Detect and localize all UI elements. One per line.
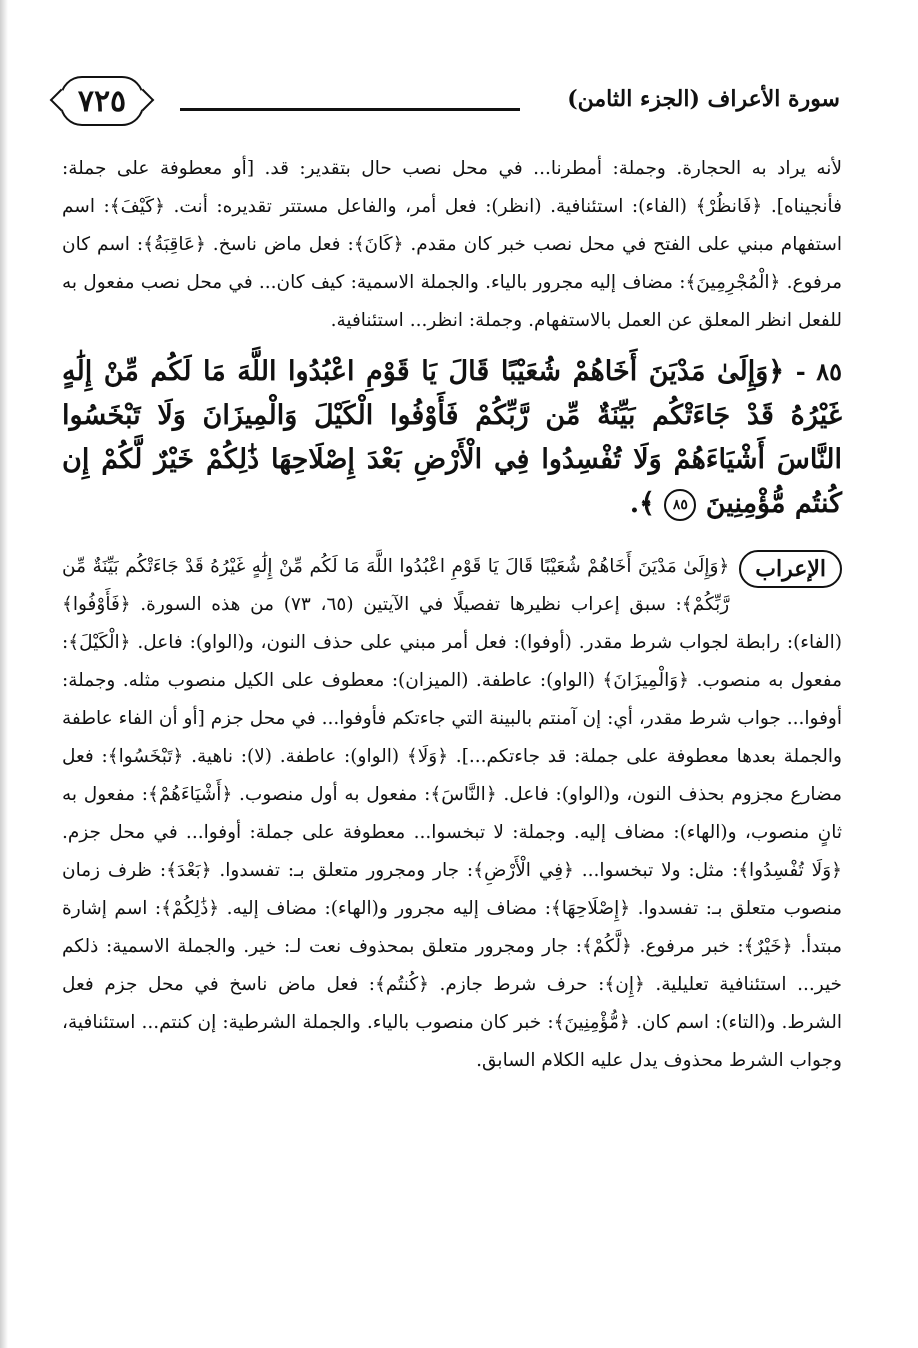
page-number-badge (60, 76, 144, 126)
verse-block (62, 350, 842, 526)
page-content (62, 150, 842, 1080)
verse-number: ٨٥ - (795, 357, 842, 386)
scan-edge-shadow (0, 0, 8, 1348)
verse-text: ﴿وَإِلَىٰ مَدْيَنَ أَخَاهُمْ شُعَيْبًا قَالَ يَا قَوْمِ اعْبُدُوا اللَّهَ مَا لَكُم مِّنْ إِلَٰهٍ غَيْرُهُ قَدْ جَاءَتْكُم بَيِّنَةٌ مِّن رَّبِّكُمْ فَأَوْفُوا الْكَيْلَ وَالْمِيزَانَ وَلَا تَبْخَسُوا النَّاسَ أَشْيَاءَهُمْ وَلَا تُفْسِدُوا فِي الْأَرْضِ بَعْدَ إِصْلَاحِهَا ذَٰلِكُمْ خَيْرٌ لَّكُمْ إِن كُنتُم مُّؤْمِنِينَ (62, 356, 842, 519)
intro-paragraph: لأنه يراد به الحجارة. وجملة: أمطرنا... في محل نصب حال بتقدير: قد. [أو معطوفة على جملة: فأنجيناه]. ﴿فَانظُرْ﴾ (الفاء): استئنافية. (انظر): فعل أمر، والفاعل مستتر تقديره: أنت. ﴿كَيْفَ﴾: اسم استفهام مبني على الفتح في محل نصب خبر كان مقدم. ﴿كَانَ﴾: فعل ماض ناسخ. ﴿عَاقِبَةُ﴾: اسم كان مرفوع. ﴿الْمُجْرِمِينَ﴾: مضاف إليه مجرور بالياء. والجملة الاسمية: كيف كان... في محل نصب مفعول به للفعل انظر المعلق عن العمل بالاستفهام. وجملة: انظر... استئنافية. (62, 158, 842, 331)
header-rule (180, 108, 520, 111)
page-header (60, 68, 840, 138)
irab-text: ﴿وَإِلَىٰ مَدْيَنَ أَخَاهُمْ شُعَيْبًا قَالَ يَا قَوْمِ اعْبُدُوا اللَّهَ مَا لَكُم مِّنْ إِلَٰهٍ غَيْرُهُ قَدْ جَاءَتْكُم بَيِّنَةٌ مِّن رَّبِّكُمْ﴾: سبق إعراب نظيرها تفصيلًا في الآيتين (٦٥، ٧٣) من هذه السورة. ﴿فَأَوْفُوا﴾ (الفاء): رابطة لجواب شرط مقدر. (أوفوا): فعل أمر مبني على حذف النون، و(الواو): فاعل. ﴿الْكَيْلَ﴾: مفعول به منصوب. ﴿وَالْمِيزَانَ﴾ (الواو): عاطفة. (الميزان): معطوف على الكيل منصوب مثله. وجملة: أوفوا... جواب شرط مقدر، أي: إن آمنتم بالبينة التي جاءتكم فأوفوا... في محل جزم [أو أن الفاء عاطفة والجملة بعدها معطوفة على جملة: قد جاءتكم...]. ﴿وَلَا﴾ (الواو): عاطفة. (لا): ناهية. ﴿تَبْخَسُوا﴾: فعل مضارع مجزوم بحذف النون، و(الواو): فاعل. ﴿النَّاسَ﴾: مفعول به أول منصوب. ﴿أَشْيَاءَهُمْ﴾: مفعول به ثانٍ منصوب، و(الهاء): مضاف إليه. وجملة: لا تبخسوا... معطوفة على جملة: أوفوا... في محل جزم. ﴿وَلَا تُفْسِدُوا﴾: مثل: ولا تبخسوا... ﴿فِي الْأَرْضِ﴾: جار ومجرور متعلق بـ: تفسدوا. ﴿بَعْدَ﴾: ظرف زمان منصوب متعلق بـ: تفسدوا. ﴿إِصْلَاحِهَا﴾: مضاف إليه مجرور و(الهاء): مضاف إليه. ﴿ذَٰلِكُمْ﴾: اسم إشارة مبتدأ. ﴿خَيْرٌ﴾: خبر مرفوع. ﴿لَّكُمْ﴾: جار ومجرور متعلق بمحذوف نعت لـ: خير. والجملة الاسمية: ذلكم خير... استئنافية تعليلية. ﴿إِن﴾: حرف شرط جازم. ﴿كُنتُم﴾: فعل ماض ناسخ في محل جزم فعل الشرط. و(التاء): اسم كان. ﴿مُّؤْمِنِينَ﴾: خبر كان منصوب بالياء. والجملة الشرطية: إن كنتم... استئنافية، وجواب الشرط محذوف يدل عليه الكلام السابق. (62, 556, 842, 1071)
running-title: سورة الأعراف (الجزء الثامن) (567, 86, 840, 112)
verse-closing: ﴾. (629, 488, 655, 519)
page-number: ٧٢٥ (77, 83, 127, 119)
irab-paragraph (62, 548, 842, 1080)
irab-label: الإعراب (739, 550, 842, 588)
ayah-end-mark: ٨٥ (664, 489, 696, 521)
